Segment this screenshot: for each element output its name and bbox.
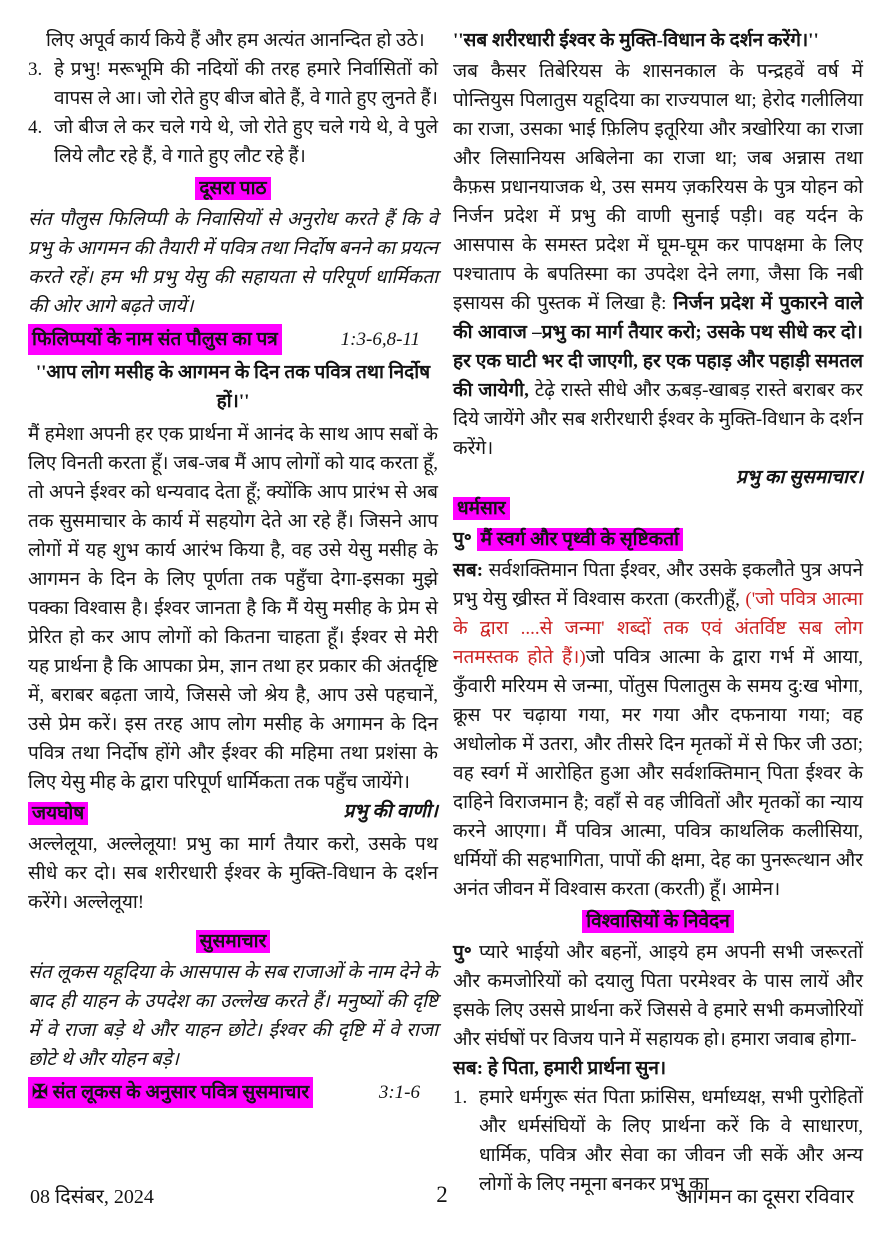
intercessions-response	[453, 1054, 863, 1083]
gospel-body	[453, 57, 863, 463]
creed-priest-line-row	[453, 525, 863, 554]
petition-1-text: हमारे धर्मगुरू संत पिता फ्रांसिस, धर्माध्यक्ष, सभी पुरोहितों और धर्मसंघियों के लिए प्रार्थना करें कि वे साधारण, धार्मिक, पवित्र और सेवा का जीवन जी सकें और अन्य लोगों के लिए नमूना बनकर प्रभु का	[479, 1087, 863, 1195]
gospel-title-row	[28, 1077, 438, 1108]
second-reading-body-text: मैं हमेशा अपनी हर एक प्रार्थना में आनंद के साथ आप सबों के लिए विनती करता हूँ। जब-जब मैं आप लोगों को याद करता हूँ, तो अपने ईश्वर को धन्यवाद देता हूँ; क्योंकि आप प्रारंभ से अब तक सुसमाचार के कार्य में सहयोग देते आ रहे हैं। जिसने आप लोगों में यह शुभ कार्य आरंभ किया है, वह उसे येसु मसीह के आगमन के दिन के लिए पूर्णता तक पहुँचा देगा-इसका मुझे पक्का विश्वास है। ईश्वर जानता है कि मैं येसु मसीह के प्रेम से प्रेरित हो कर आप लोगों को कितना चाहता हूँ। ईश्वर से मेरी यह प्रार्थना है कि आपका प्रेम, ज्ञान तथा हर प्रकार की अंतर्दृष्टि में, बराबर बढ़ता जाये, जिससे जो श्रेय है, आप उसे पहचानें, उसे प्रेम करें। इस तरह आप लोग मसीह के अगामन के दिन पवित्र तथा निर्दोष होंगे और ईश्वर की महिमा तथा प्रशंसा के लिए येसु मीह के द्वारा परिपूर्ण धार्मिकता तक पहुँच जायेंगे।	[28, 424, 438, 793]
intercessions-priest-label: पु॰	[453, 942, 472, 963]
gospel-title	[28, 1077, 313, 1108]
psalm-verse-3	[28, 55, 438, 113]
gospel-body-bold-citation: निर्जन प्रदेश में पुकारने वाले की आवाज –प्रभु का मार्ग तैयार करो; उसके पथ सीधे कर दो। हर एक घाटी भर दी जाएगी, हर एक पहाड़ और पहाड़ी समतल की जायेगी,	[453, 293, 864, 401]
creed-text-2: जो पवित्र आत्मा के द्वारा गर्भ में आया, कुँवारी मरियम से जन्मा, पोंतुस पिलातुस के समय दु:ख भोगा, क्रूस पर चढ़ाया गया, मर गया और दफनाया गया; वह अधोलोक में उतरा, और तीसरे दिन मृतकों में से फिर जी उठा; वह स्वर्ग में आरोहित हुआ और सर्वशक्तिमान् पिता ईश्वर के दाहिने विराजमान है; वहाँ से वह जीवितों और मृतकों का न्याय करने आएगा। मैं पवित्र आत्मा, पवित्र काथलिक कलीसिया, धर्मियों की सहभागिता, पापों की क्षमा, देह का पुनरूत्थान और अनंत जीवन में विश्वास करता (करती) हूँ। आमेन।	[453, 647, 864, 900]
intercessions-heading-row	[453, 907, 863, 936]
creed-all-label: सब:	[453, 560, 484, 581]
creed-priest-label: पु॰	[453, 529, 472, 550]
reading-title-row	[28, 324, 438, 355]
psalm-verse-4-text: जो बीज ले कर चले गये थे, जो रोते हुए चले गये थे, वे पुले लिये लौट रहे हैं, वे गाते हुए लौट रहे हैं।	[54, 117, 438, 167]
gospel-title-text: संत लूकस के अनुसार पवित्र सुसमाचार	[52, 1082, 310, 1103]
acclamation-heading: जयघोष	[28, 802, 88, 825]
gospel-body-part1: जब कैसर तिबेरियस के शासनकाल के पन्द्रहवें वर्ष में पोन्तियुस पिलातुस यहूदिया का राज्यपाल था; हेरोद गलीलिया का राजा, उसका भाई फ़िलिप इतूरिया और त्रखोरिया का राजा और लिसानियस अबिलेना का राजा था; जब अन्नास तथा कैफ़स प्रधानयाजक थे, उस समय ज़करियस के पुत्र योहन को निर्जन प्रदेश में प्रभु की वाणी सुनाई पड़ी। वह यर्दन के आसपास के समस्त प्रदेश में घूम-घूम कर पापक्षमा के लिए पश्चाताप के बपतिस्मा का उपदेश देने लगा, जैसा कि नबी इसायस की पुस्तक में लिखा है:	[453, 61, 863, 314]
psalm-verse-3-number: 3.	[28, 59, 43, 80]
word-of-the-lord: प्रभु की वाणी।	[343, 801, 438, 822]
right-column	[453, 26, 863, 1199]
creed-text-1: सर्वशक्तिमान पिता ईश्वर, और उसके इकलौते पुत्र अपने प्रभु येसु ख्रीस्त में विश्वास करता (करती)हूँ,	[453, 560, 864, 610]
petition-1-number: 1.	[453, 1087, 468, 1108]
creed-body	[453, 556, 863, 904]
gospel-heading-row	[28, 927, 438, 956]
intercessions-intro-text: प्यारे भाईयो और बहनों, आइये हम अपनी सभी जरूरतों और कमजोरियों को दयालु पिता परमेश्वर के पास लायें और इसके लिए उससे प्रार्थना करें जिससे वे हमारे सभी कमजोरियों और संर्घषों पर विजय पाने में सहायक हो। हमारा जवाब होगा-	[453, 942, 863, 1050]
gospel-heading: सुसमाचार	[196, 930, 271, 953]
psalm-continuation: लिए अपूर्व कार्य किये हैं और हम अत्यंत आनन्दित हो उठे।	[46, 30, 425, 51]
acclamation-text: अल्लेलूया, अल्लेलूया! प्रभु का मार्ग तैयार करो, उसके पथ सीधे कर दो। सब शरीरधारी ईश्वर के मुक्ति-विधान के दर्शन करेंगे। अल्लेलूया!	[28, 834, 438, 913]
footer-page-number: 2	[436, 1182, 448, 1207]
gospel-headline: ''सब शरीरधारी ईश्वर के मुक्ति-विधान के दर्शन करेंगे।''	[453, 30, 819, 51]
creed-heading-row	[453, 494, 863, 523]
response-text: हे पिता, हमारी प्रार्थना सुन।	[487, 1058, 667, 1079]
gospel-intro: संत लूकस यहूदिया के आसपास के सब राजाओं के नाम देने के बाद ही याहन के उपदेश का उल्लेख करते हैं। मनुष्यों की दृष्टि में वे राजा बड़े थे और याहन छोटे। ईश्वर की दृष्टि में वे राजा छोटे थे और योहन बड़े।	[28, 962, 438, 1070]
reading-reference: 1:3-6,8-11	[340, 329, 420, 350]
creed-rubric: ('जो पवित्र आत्मा के द्वारा ....से जन्मा' शब्दों तक एवं अंतर्विष्ट सब लोग नतमस्तक होते हैं।)	[453, 589, 863, 668]
cross-icon: ✠	[32, 1082, 48, 1103]
second-reading-heading-row	[28, 174, 438, 203]
psalm-verse-4-number: 4.	[28, 117, 43, 138]
footer-issue-title: आगमन का दूसरा रविवार	[677, 1186, 854, 1208]
creed-priest-line: मैं स्वर्ग और पृथ्वी के सृष्टिकर्ता	[477, 528, 683, 551]
intercessions-heading: विश्वासियों के निवेदन	[582, 910, 734, 933]
second-reading-heading: दूसरा पाठ	[195, 177, 270, 200]
gospel-reference: 3:1-6	[378, 1082, 420, 1103]
response-label: सब:	[453, 1058, 484, 1079]
psalm-verse-4	[28, 113, 438, 171]
creed-heading: धर्मसार	[453, 497, 510, 520]
gospel-of-the-lord: प्रभु का सुसमाचार।	[735, 467, 863, 488]
psalm-verse-3-text: हे प्रभु! मरूभूमि की नदियों की तरह हमारे निर्वासितों को वापस ले आ। जो रोते हुए बीज बोते हैं, वे गाते हुए लुनते हैं।	[54, 59, 438, 109]
intercessions-intro	[453, 938, 863, 1054]
second-reading-intro: संत पौलुस फिलिप्पी के निवासियों से अनुरोध करते हैं कि वे प्रभु के आगमन की तैयारी में पवित्र तथा निर्दोष बनने का प्रयत्न करते रहें। हम भी प्रभु येसु की सहायता से परिपूर्ण धार्मिकता की ओर आगे बढ़ते जायें।	[28, 209, 438, 317]
gospel-body-part2: टेढ़े रास्ते सीधे और ऊबड़-खाबड़ रास्ते बराबर कर दिये जायेंगे और सब शरीरधारी ईश्वर के मुक्ति-विधान के दर्शन करेंगे।	[453, 380, 864, 459]
left-column	[28, 26, 438, 1199]
footer-date: 08 दिसंबर, 2024	[30, 1186, 154, 1208]
reading-quote: ''आप लोग मसीह के आगमन के दिन तक पवित्र तथा निर्दोष हों।''	[35, 362, 431, 412]
bulletin-page	[28, 26, 866, 1199]
reading-title: फिलिप्पयों के नाम संत पौलुस का पत्र	[28, 324, 282, 355]
